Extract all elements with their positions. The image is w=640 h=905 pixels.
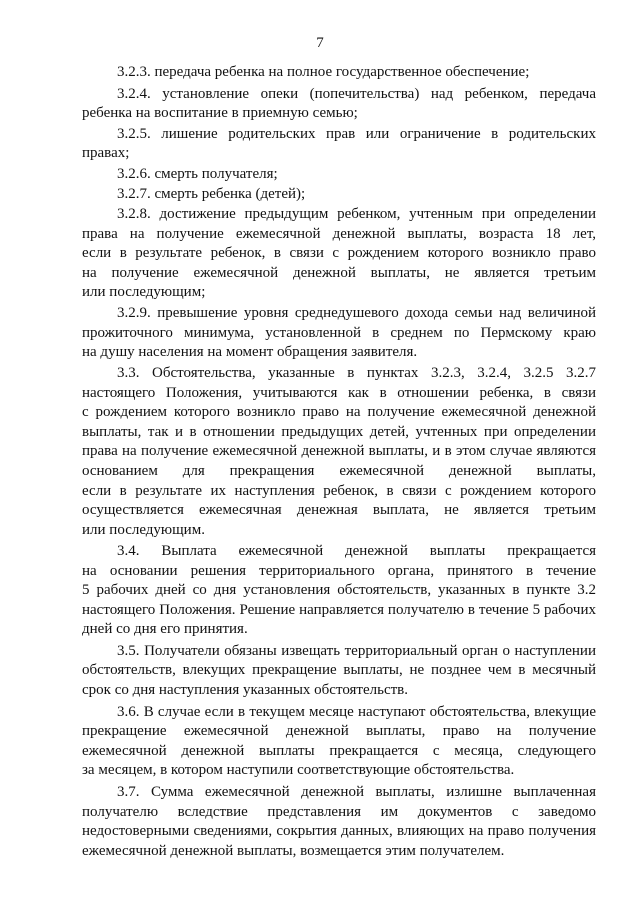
text-line: 3.2.5. лишение родительских прав или ограничение в родительских [117, 126, 596, 142]
text-line: 3.6. В случае если в текущем месяце наступают обстоятельства, влекущие [117, 704, 596, 720]
text-line: получателю вследствие представления им документов с заведомо [82, 804, 596, 820]
text-line: 3.5. Получатели обязаны извещать территориальный орган о наступлении [117, 643, 596, 659]
text-line: осуществляется ежемесячная денежная выплата, не является третьим [82, 502, 596, 518]
text-line: настоящего Положения, учитываются как в отношении ребенка, в связи [82, 385, 596, 401]
text-line: на душу населения на момент обращения заявителя. [82, 344, 418, 360]
text-line: или последующим. [82, 522, 205, 538]
text-line: 3.7. Сумма ежемесячной денежной выплаты, излишне выплаченная [117, 784, 596, 800]
text-line: ежемесячной денежной выплаты прекращается с месяца, следующего [82, 743, 596, 759]
text-line: на основании решения территориального органа, принятого в течение [82, 563, 596, 579]
text-line: основанием для прекращения ежемесячной денежной выплаты, [82, 463, 596, 479]
text-line: права на получение ежемесячной денежной выплаты, и в этом случае являются [82, 443, 596, 459]
text-line: 3.2.3. передача ребенка на полное государственное обеспечение; [117, 64, 530, 80]
text-line: 3.4. Выплата ежемесячной денежной выплаты прекращается [117, 543, 596, 559]
text-line: настоящего Положения. Решение направляется получателю в течение 5 рабочих [82, 602, 596, 618]
text-line: с рождением которого возникло право на получение ежемесячной денежной [82, 404, 596, 420]
text-line: недостоверными сведениями, сокрытия данных, влияющих на право получения [82, 823, 596, 839]
text-line: правах; [82, 145, 130, 161]
text-line: обстоятельств, влекущих прекращение выплаты, не позднее чем в месячный [82, 662, 596, 678]
text-line: на получение ежемесячной денежной выплаты, не является третьим [82, 265, 596, 281]
page-number: 7 [316, 35, 324, 51]
text-line: ежемесячной денежной выплаты, возмещается этим получателем. [82, 843, 505, 859]
text-line: выплаты, так и в отношении предыдущих детей, учтенных при определении [82, 424, 596, 440]
text-line: права на получение ежемесячной денежной выплаты, возраста 18 лет, [82, 226, 596, 242]
text-line: срок со дня наступления указанных обстоятельств. [82, 682, 409, 698]
text-line: 3.2.4. установление опеки (попечительства) над ребенком, передача [117, 86, 596, 102]
text-line: 5 рабочих дней со дня установления обстоятельств, указанных в пункте 3.2 [82, 582, 596, 598]
text-line: если в результате ребенок, в связи с рождением которого возникло право [82, 245, 596, 261]
text-line: 3.3. Обстоятельства, указанные в пунктах 3.2.3, 3.2.4, 3.2.5 3.2.7 [117, 365, 596, 381]
text-line: прекращение ежемесячной денежной выплаты, право на получение [82, 723, 596, 739]
text-line: если в результате их наступления ребенок, в связи с рождением которого [82, 483, 596, 499]
text-line: ребенка на воспитание в приемную семью; [82, 105, 358, 121]
text-line: 3.2.8. достижение предыдущим ребенком, учтенным при определении [117, 206, 596, 222]
text-line: за месяцем, в котором наступили соответствующие обстоятельства. [82, 762, 515, 778]
text-line: 3.2.6. смерть получателя; [117, 166, 278, 182]
text-line: или последующим; [82, 284, 206, 300]
text-line: 3.2.7. смерть ребенка (детей); [117, 186, 306, 202]
text-line: дней со дня его принятия. [82, 621, 248, 637]
text-line: прожиточного минимума, установленной в среднем по Пермскому краю [82, 325, 596, 341]
text-line: 3.2.9. превышение уровня среднедушевого дохода семьи над величиной [117, 305, 596, 321]
